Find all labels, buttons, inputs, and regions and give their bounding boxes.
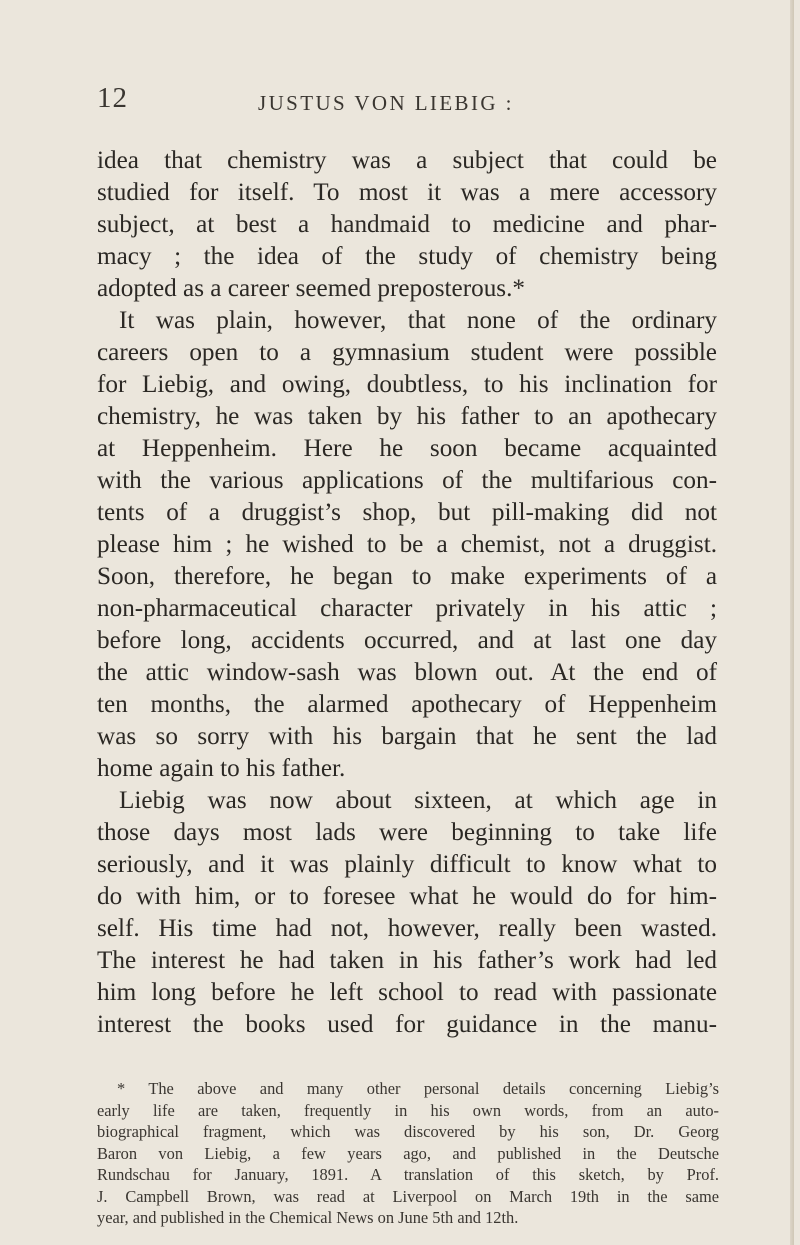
body-line: those days most lads were beginning to take life bbox=[97, 819, 717, 846]
body-line: him long before he left school to read with passionate bbox=[97, 979, 717, 1006]
body-line: before long, accidents occurred, and at last one day bbox=[97, 627, 717, 654]
body-line: Soon, therefore, he began to make experiments of a bbox=[97, 563, 717, 590]
body-line: the attic window-sash was blown out. At the end of bbox=[97, 659, 717, 686]
body-line: careers open to a gymnasium student were possible bbox=[97, 339, 717, 366]
body-line: adopted as a career seemed preposterous.* bbox=[97, 275, 525, 302]
body-line: tents of a druggist’s shop, but pill-making did not bbox=[97, 499, 717, 526]
body-line: idea that chemistry was a subject that could be bbox=[97, 147, 717, 174]
body-line: non-pharmaceutical character privately in his attic ; bbox=[97, 595, 717, 622]
body-line: home again to his father. bbox=[97, 755, 346, 782]
footnote bbox=[97, 1078, 719, 1229]
body-line: ten months, the alarmed apothecary of Heppenheim bbox=[97, 691, 717, 718]
body-line: subject, at best a handmaid to medicine and phar- bbox=[97, 211, 717, 238]
footnote-line: Rundschau for January, 1891. A translation of this sketch, by Prof. bbox=[97, 1165, 719, 1184]
footnote-line: J. Campbell Brown, was read at Liverpool on March 19th in the same bbox=[97, 1186, 719, 1206]
body-line: do with him, or to foresee what he would do for him- bbox=[97, 883, 717, 910]
footnote-line: early life are taken, frequently in his own words, from an auto- bbox=[97, 1100, 719, 1120]
running-title: JUSTUS VON LIEBIG : bbox=[258, 91, 514, 115]
footnote-line: year, and published in the Chemical News on June 5th and 12th. bbox=[97, 1208, 519, 1227]
body-line: with the various applications of the multifarious con- bbox=[97, 467, 717, 494]
body-line: Liebig was now about sixteen, at which age in bbox=[119, 787, 717, 814]
body-line: for Liebig, and owing, doubtless, to his inclination for bbox=[97, 371, 717, 398]
page-number: 12 bbox=[97, 82, 128, 114]
body-text bbox=[97, 145, 717, 1041]
footnote-line: biographical fragment, which was discovered by his son, Dr. Georg bbox=[97, 1122, 719, 1141]
body-line: was so sorry with his bargain that he sent the lad bbox=[97, 723, 717, 750]
footnote-line: Baron von Liebig, a few years ago, and published in the Deutsche bbox=[97, 1143, 719, 1163]
body-line: chemistry, he was taken by his father to an apothecary bbox=[97, 403, 717, 430]
body-line: seriously, and it was plainly difficult to know what to bbox=[97, 851, 717, 878]
body-line: please him ; he wished to be a chemist, not a druggist. bbox=[97, 531, 717, 558]
body-line: macy ; the idea of the study of chemistry being bbox=[97, 243, 717, 270]
body-line: It was plain, however, that none of the ordinary bbox=[119, 307, 717, 334]
footnote-line: * The above and many other personal details concerning Liebig’s bbox=[117, 1079, 719, 1098]
body-line: The interest he had taken in his father’s work had led bbox=[97, 947, 717, 974]
body-line: at Heppenheim. Here he soon became acquainted bbox=[97, 435, 717, 462]
body-line: self. His time had not, however, really been wasted. bbox=[97, 915, 717, 942]
body-line: interest the books used for guidance in the manu- bbox=[97, 1011, 717, 1038]
page-gutter-edge bbox=[790, 0, 794, 1245]
body-line: studied for itself. To most it was a mere accessory bbox=[97, 179, 717, 206]
